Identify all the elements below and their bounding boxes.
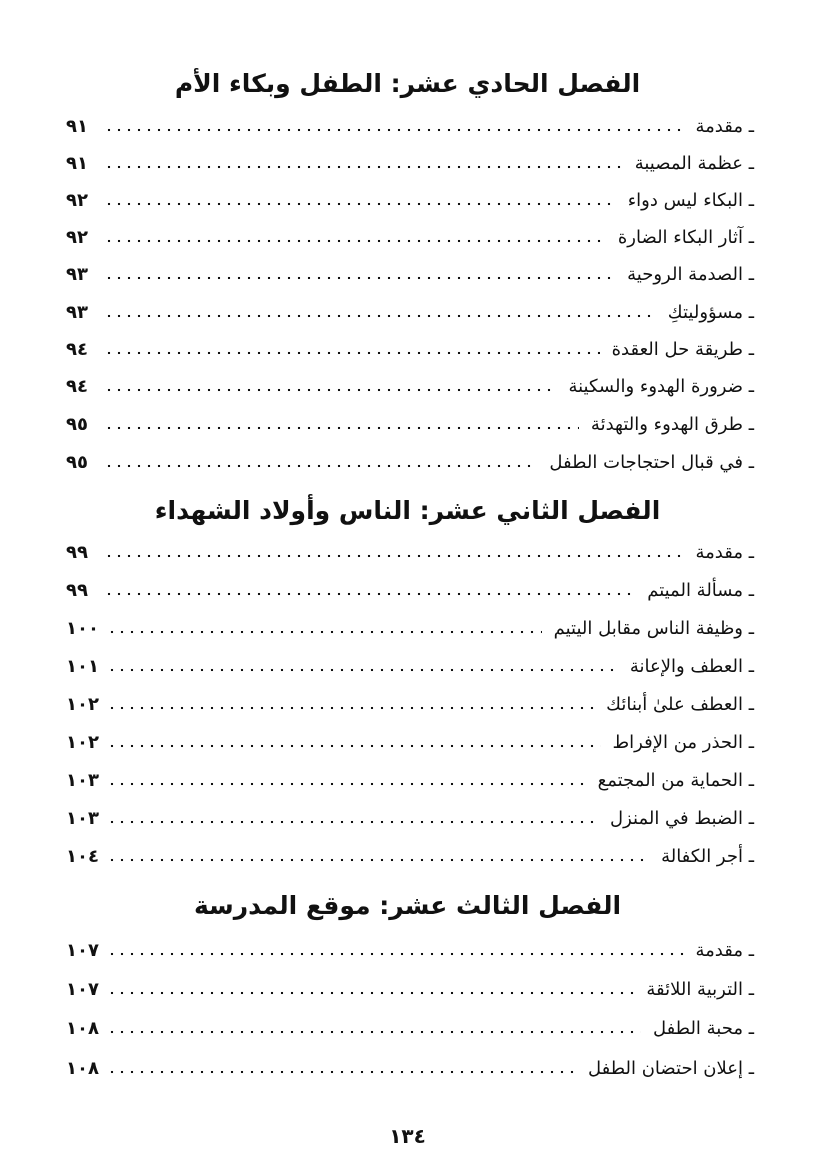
dot-leader	[107, 1070, 576, 1074]
toc-entry-title: ـ الحذر من الإفراط	[612, 732, 754, 753]
dot-leader	[107, 744, 601, 748]
toc-entry-title: ـ مسؤوليتكِ	[667, 302, 754, 323]
toc-entry-title: ـ إعلان احتضان الطفل	[588, 1058, 754, 1079]
toc-entry	[66, 841, 754, 873]
toc-entry	[66, 537, 754, 569]
toc-entry-page: ٩١	[66, 116, 88, 137]
toc-entry	[66, 259, 754, 291]
toc-entry-title: ـ آثار البكاء الضارة	[617, 227, 754, 248]
toc-entry-title: ـ العطف والإعانة	[629, 656, 754, 677]
toc-entry-page: ٩٣	[66, 302, 88, 323]
toc-entry-page: ١٠٧	[66, 979, 99, 1000]
chapter-heading: الفصل الحادي عشر: الطفل وبكاء الأم	[174, 69, 641, 98]
dot-leader	[104, 388, 556, 392]
toc-entry	[66, 974, 754, 1006]
toc-entry-page: ١٠٤	[66, 846, 99, 867]
dot-leader	[107, 630, 542, 634]
toc-entry-title: ـ مقدمة	[695, 542, 754, 563]
toc-entry-page: ١٠٣	[66, 770, 99, 791]
toc-entry-title: ـ البكاء ليس دواء	[627, 190, 754, 211]
toc-entry-page: ٩٩	[66, 542, 88, 563]
toc-entry	[66, 222, 754, 254]
toc-entry-page: ٩٩	[66, 580, 88, 601]
toc-entry-title: ـ طرق الهدوء والتهدئة	[590, 414, 754, 435]
toc-entry	[66, 935, 754, 967]
toc-entry	[66, 651, 754, 683]
toc-entry-title: ـ الضبط في المنزل	[610, 808, 754, 829]
toc-entry	[66, 447, 754, 479]
toc-entry-title: ـ ضرورة الهدوء والسكينة	[568, 376, 754, 397]
toc-entry-page: ١٠٢	[66, 694, 99, 715]
dot-leader	[104, 554, 684, 558]
dot-leader	[104, 351, 600, 355]
toc-entry	[66, 334, 754, 366]
toc-entry	[66, 148, 754, 180]
dot-leader	[104, 165, 623, 169]
toc-entry-page: ٩٤	[66, 376, 88, 397]
toc-entry-page: ١٠٢	[66, 732, 99, 753]
toc-entry-title: ـ مقدمة	[695, 940, 754, 961]
toc-entry-page: ١٠١	[66, 656, 99, 677]
toc-entry	[66, 575, 754, 607]
toc-entry	[66, 727, 754, 759]
toc-entry-title: ـ الصدمة الروحية	[627, 264, 754, 285]
toc-entry	[66, 1013, 754, 1045]
dot-leader	[107, 952, 684, 956]
toc-entry-page: ٩١	[66, 153, 88, 174]
dot-leader	[104, 426, 579, 430]
toc-entry-title: ـ الحماية من المجتمع	[597, 770, 754, 791]
dot-leader	[107, 668, 618, 672]
toc-entry-page: ١٠٣	[66, 808, 99, 829]
toc-entry-title: ـ وظيفة الناس مقابل اليتيم	[553, 618, 754, 639]
toc-entry-title: ـ محبة الطفل	[652, 1018, 754, 1039]
dot-leader	[104, 314, 656, 318]
toc-entry-page: ٩٢	[66, 190, 88, 211]
toc-entry-title: ـ مقدمة	[695, 116, 754, 137]
dot-leader	[107, 820, 598, 824]
toc-entry-title: ـ طريقة حل العقدة	[611, 339, 754, 360]
dot-leader	[104, 592, 635, 596]
toc-entry-page: ١٠٧	[66, 940, 99, 961]
page-number: ١٣٤	[389, 1124, 426, 1148]
toc-entry-title: ـ أجر الكفالة	[661, 846, 754, 867]
dot-leader	[107, 858, 649, 862]
toc-entry	[66, 613, 754, 645]
toc-entry-page: ٩٥	[66, 414, 88, 435]
dot-leader	[107, 1030, 641, 1034]
toc-entry	[66, 689, 754, 721]
toc-entry	[66, 371, 754, 403]
dot-leader	[104, 464, 537, 468]
toc-entry-page: ١٠٨	[66, 1018, 99, 1039]
toc-entry-page: ٩٣	[66, 264, 88, 285]
dot-leader	[104, 239, 606, 243]
toc-entry	[66, 803, 754, 835]
toc-entry-page: ١٠٠	[66, 618, 99, 639]
toc-entry	[66, 185, 754, 217]
dot-leader	[107, 991, 634, 995]
dot-leader	[104, 128, 684, 132]
toc-entry-title: ـ العطف علىٰ أبنائك	[606, 694, 754, 715]
toc-entry-title: ـ التربية اللائقة	[646, 979, 754, 1000]
toc-entry-title: ـ مسألة الميتم	[647, 580, 754, 601]
toc-entry	[66, 1053, 754, 1085]
dot-leader	[107, 706, 594, 710]
chapter-heading: الفصل الثالث عشر: موقع المدرسة	[193, 891, 622, 920]
toc-entry	[66, 765, 754, 797]
toc-entry-page: ١٠٨	[66, 1058, 99, 1079]
toc-entry-page: ٩٥	[66, 452, 88, 473]
dot-leader	[104, 276, 615, 280]
toc-entry-title: ـ في قبال احتجاجات الطفل	[549, 452, 754, 473]
toc-entry-page: ٩٢	[66, 227, 88, 248]
chapter-heading: الفصل الثاني عشر: الناس وأولاد الشهداء	[154, 496, 661, 525]
toc-entry	[66, 297, 754, 329]
toc-entry	[66, 111, 754, 143]
dot-leader	[107, 782, 586, 786]
toc-entry-title: ـ عظمة المصيبة	[634, 153, 754, 174]
toc-entry-page: ٩٤	[66, 339, 88, 360]
toc-entry	[66, 409, 754, 441]
dot-leader	[104, 202, 616, 206]
